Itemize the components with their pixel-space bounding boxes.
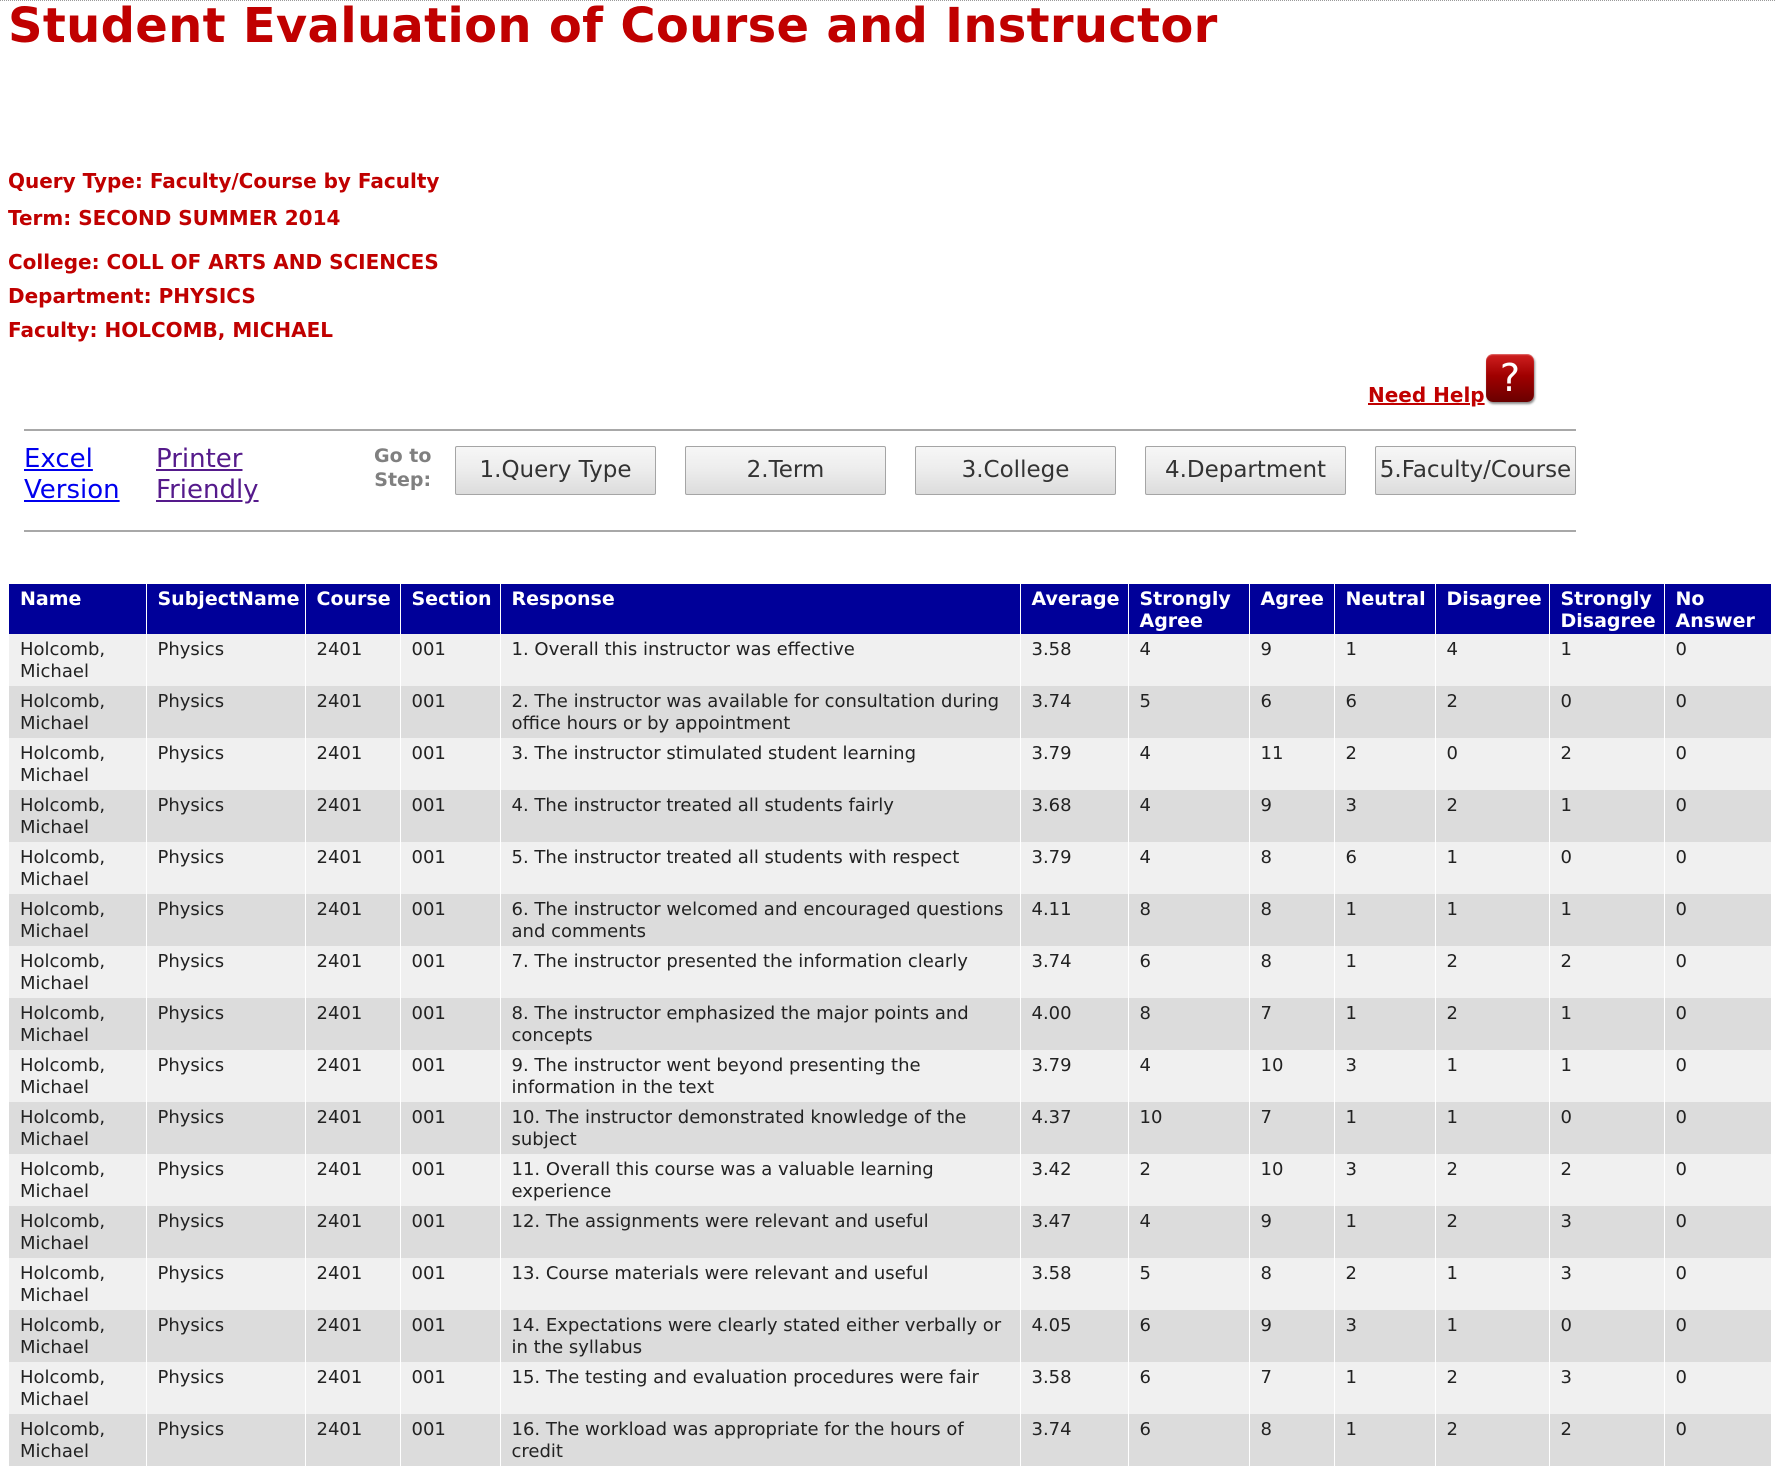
table-body xyxy=(9,634,1771,1466)
cell-strongly-agree: 4 xyxy=(1128,738,1249,790)
cell-section: 001 xyxy=(400,686,500,738)
cell-section: 001 xyxy=(400,634,500,686)
cell-average: 3.74 xyxy=(1020,946,1128,998)
cell-neutral: 1 xyxy=(1334,1414,1435,1466)
cell-average: 3.79 xyxy=(1020,1050,1128,1102)
cell-agree: 9 xyxy=(1249,790,1334,842)
cell-neutral: 1 xyxy=(1334,1362,1435,1414)
cell-subject-name: Physics xyxy=(146,1414,305,1466)
excel-link-line2: Version xyxy=(24,475,120,505)
cell-response: 4. The instructor treated all students fairly xyxy=(500,790,1020,842)
cell-subject-name: Physics xyxy=(146,634,305,686)
cell-agree: 10 xyxy=(1249,1050,1334,1102)
cell-no-answer: 0 xyxy=(1664,1310,1771,1362)
cell-disagree: 1 xyxy=(1435,1102,1549,1154)
cell-no-answer: 0 xyxy=(1664,1258,1771,1310)
cell-no-answer: 0 xyxy=(1664,998,1771,1050)
table-row xyxy=(9,842,1771,894)
table-row xyxy=(9,894,1771,946)
cell-name: Holcomb, Michael xyxy=(9,1206,146,1258)
cell-response: 12. The assignments were relevant and useful xyxy=(500,1206,1020,1258)
cell-response: 2. The instructor was available for consultation during office hours or by appointment xyxy=(500,686,1020,738)
cell-course: 2401 xyxy=(305,1050,400,1102)
step-college-button[interactable]: 3.College xyxy=(915,446,1116,495)
cell-strongly-disagree: 2 xyxy=(1549,1414,1664,1466)
cell-name: Holcomb, Michael xyxy=(9,1102,146,1154)
cell-name: Holcomb, Michael xyxy=(9,1362,146,1414)
term-label: Term: SECOND SUMMER 2014 xyxy=(8,206,341,230)
cell-name: Holcomb, Michael xyxy=(9,1050,146,1102)
cell-strongly-agree: 6 xyxy=(1128,1362,1249,1414)
cell-no-answer: 0 xyxy=(1664,790,1771,842)
cell-disagree: 1 xyxy=(1435,1310,1549,1362)
cell-no-answer: 0 xyxy=(1664,1414,1771,1466)
cell-section: 001 xyxy=(400,1310,500,1362)
table-row xyxy=(9,998,1771,1050)
cell-strongly-agree: 2 xyxy=(1128,1154,1249,1206)
cell-name: Holcomb, Michael xyxy=(9,634,146,686)
cell-no-answer: 0 xyxy=(1664,1102,1771,1154)
cell-agree: 7 xyxy=(1249,1362,1334,1414)
cell-agree: 9 xyxy=(1249,1310,1334,1362)
cell-neutral: 1 xyxy=(1334,1102,1435,1154)
cell-strongly-disagree: 0 xyxy=(1549,1310,1664,1362)
cell-agree: 7 xyxy=(1249,1102,1334,1154)
cell-neutral: 1 xyxy=(1334,946,1435,998)
department-label: Department: PHYSICS xyxy=(8,284,256,308)
cell-strongly-disagree: 1 xyxy=(1549,790,1664,842)
cell-subject-name: Physics xyxy=(146,1206,305,1258)
faculty-label: Faculty: HOLCOMB, MICHAEL xyxy=(8,318,334,342)
goto-step-label xyxy=(374,444,431,492)
cell-disagree: 4 xyxy=(1435,634,1549,686)
page-title: Student Evaluation of Course and Instructor xyxy=(8,0,1218,54)
cell-name: Holcomb, Michael xyxy=(9,1310,146,1362)
toolbar-bottom-divider xyxy=(24,530,1576,532)
cell-agree: 9 xyxy=(1249,634,1334,686)
cell-response: 7. The instructor presented the information clearly xyxy=(500,946,1020,998)
cell-name: Holcomb, Michael xyxy=(9,1414,146,1466)
table-header-row xyxy=(9,584,1771,634)
cell-course: 2401 xyxy=(305,1206,400,1258)
cell-course: 2401 xyxy=(305,738,400,790)
cell-no-answer: 0 xyxy=(1664,738,1771,790)
cell-name: Holcomb, Michael xyxy=(9,842,146,894)
col-header-no-answer: No Answer xyxy=(1664,584,1771,634)
cell-strongly-disagree: 3 xyxy=(1549,1206,1664,1258)
cell-course: 2401 xyxy=(305,1414,400,1466)
cell-strongly-disagree: 1 xyxy=(1549,634,1664,686)
cell-disagree: 2 xyxy=(1435,790,1549,842)
cell-strongly-agree: 4 xyxy=(1128,1050,1249,1102)
table-row xyxy=(9,1310,1771,1362)
cell-subject-name: Physics xyxy=(146,1102,305,1154)
cell-strongly-disagree: 2 xyxy=(1549,1154,1664,1206)
cell-no-answer: 0 xyxy=(1664,842,1771,894)
cell-average: 3.68 xyxy=(1020,790,1128,842)
evaluation-results-table xyxy=(9,584,1771,1466)
table-row xyxy=(9,1414,1771,1466)
cell-no-answer: 0 xyxy=(1664,1050,1771,1102)
step-query-type-button[interactable]: 1.Query Type xyxy=(455,446,656,495)
cell-agree: 8 xyxy=(1249,894,1334,946)
cell-no-answer: 0 xyxy=(1664,894,1771,946)
cell-strongly-agree: 4 xyxy=(1128,842,1249,894)
cell-average: 4.00 xyxy=(1020,998,1128,1050)
cell-course: 2401 xyxy=(305,1154,400,1206)
cell-strongly-disagree: 1 xyxy=(1549,1050,1664,1102)
cell-strongly-disagree: 2 xyxy=(1549,738,1664,790)
table-row xyxy=(9,1154,1771,1206)
step-faculty-course-button[interactable]: 5.Faculty/Course xyxy=(1375,446,1576,495)
cell-name: Holcomb, Michael xyxy=(9,1154,146,1206)
cell-average: 3.42 xyxy=(1020,1154,1128,1206)
cell-section: 001 xyxy=(400,1154,500,1206)
cell-neutral: 3 xyxy=(1334,1310,1435,1362)
cell-average: 3.74 xyxy=(1020,686,1128,738)
cell-disagree: 2 xyxy=(1435,686,1549,738)
cell-strongly-agree: 8 xyxy=(1128,894,1249,946)
cell-subject-name: Physics xyxy=(146,1050,305,1102)
query-type-label: Query Type: Faculty/Course by Faculty xyxy=(8,169,440,193)
cell-disagree: 1 xyxy=(1435,1258,1549,1310)
goto-label-line1: Go to xyxy=(374,445,432,467)
cell-average: 3.79 xyxy=(1020,842,1128,894)
cell-neutral: 2 xyxy=(1334,1258,1435,1310)
cell-course: 2401 xyxy=(305,998,400,1050)
cell-no-answer: 0 xyxy=(1664,1206,1771,1258)
cell-neutral: 3 xyxy=(1334,790,1435,842)
col-header-section: Section xyxy=(400,584,500,634)
cell-section: 001 xyxy=(400,738,500,790)
cell-name: Holcomb, Michael xyxy=(9,686,146,738)
cell-strongly-disagree: 0 xyxy=(1549,1102,1664,1154)
cell-strongly-agree: 6 xyxy=(1128,946,1249,998)
cell-strongly-disagree: 3 xyxy=(1549,1258,1664,1310)
cell-no-answer: 0 xyxy=(1664,686,1771,738)
cell-neutral: 1 xyxy=(1334,634,1435,686)
printer-link-line2: Friendly xyxy=(156,475,259,505)
table-row xyxy=(9,634,1771,686)
cell-subject-name: Physics xyxy=(146,1310,305,1362)
cell-subject-name: Physics xyxy=(146,1154,305,1206)
cell-disagree: 2 xyxy=(1435,1414,1549,1466)
cell-disagree: 2 xyxy=(1435,1206,1549,1258)
cell-agree: 8 xyxy=(1249,1258,1334,1310)
cell-subject-name: Physics xyxy=(146,738,305,790)
cell-neutral: 1 xyxy=(1334,998,1435,1050)
cell-subject-name: Physics xyxy=(146,946,305,998)
college-label: College: COLL OF ARTS AND SCIENCES xyxy=(8,250,439,274)
cell-strongly-agree: 4 xyxy=(1128,790,1249,842)
cell-neutral: 6 xyxy=(1334,686,1435,738)
printer-friendly-link[interactable] xyxy=(156,444,259,506)
cell-agree: 7 xyxy=(1249,998,1334,1050)
cell-response: 3. The instructor stimulated student learning xyxy=(500,738,1020,790)
cell-section: 001 xyxy=(400,1258,500,1310)
cell-name: Holcomb, Michael xyxy=(9,738,146,790)
cell-average: 4.05 xyxy=(1020,1310,1128,1362)
cell-response: 16. The workload was appropriate for the hours of credit xyxy=(500,1414,1020,1466)
cell-agree: 11 xyxy=(1249,738,1334,790)
cell-disagree: 2 xyxy=(1435,998,1549,1050)
cell-strongly-disagree: 2 xyxy=(1549,946,1664,998)
cell-strongly-agree: 6 xyxy=(1128,1310,1249,1362)
cell-disagree: 1 xyxy=(1435,1050,1549,1102)
cell-average: 3.58 xyxy=(1020,634,1128,686)
cell-response: 13. Course materials were relevant and useful xyxy=(500,1258,1020,1310)
cell-disagree: 1 xyxy=(1435,842,1549,894)
cell-disagree: 2 xyxy=(1435,946,1549,998)
cell-strongly-disagree: 0 xyxy=(1549,686,1664,738)
need-help-link[interactable]: Need Help xyxy=(1368,383,1485,407)
excel-version-link[interactable] xyxy=(24,444,120,506)
cell-section: 001 xyxy=(400,1050,500,1102)
cell-subject-name: Physics xyxy=(146,842,305,894)
cell-course: 2401 xyxy=(305,686,400,738)
cell-subject-name: Physics xyxy=(146,998,305,1050)
cell-response: 10. The instructor demonstrated knowledge of the subject xyxy=(500,1102,1020,1154)
table-row xyxy=(9,738,1771,790)
cell-agree: 8 xyxy=(1249,842,1334,894)
col-header-subject-name: SubjectName xyxy=(146,584,305,634)
cell-course: 2401 xyxy=(305,634,400,686)
cell-average: 3.74 xyxy=(1020,1414,1128,1466)
cell-section: 001 xyxy=(400,946,500,998)
col-header-agree: Agree xyxy=(1249,584,1334,634)
table-row xyxy=(9,1258,1771,1310)
col-header-average: Average xyxy=(1020,584,1128,634)
cell-strongly-agree: 4 xyxy=(1128,1206,1249,1258)
cell-subject-name: Physics xyxy=(146,894,305,946)
cell-disagree: 1 xyxy=(1435,894,1549,946)
cell-disagree: 0 xyxy=(1435,738,1549,790)
cell-strongly-agree: 4 xyxy=(1128,634,1249,686)
step-department-button[interactable]: 4.Department xyxy=(1145,446,1346,495)
cell-average: 3.79 xyxy=(1020,738,1128,790)
cell-neutral: 6 xyxy=(1334,842,1435,894)
cell-section: 001 xyxy=(400,1102,500,1154)
cell-no-answer: 0 xyxy=(1664,1362,1771,1414)
table-row xyxy=(9,1050,1771,1102)
cell-average: 4.11 xyxy=(1020,894,1128,946)
cell-strongly-disagree: 1 xyxy=(1549,998,1664,1050)
cell-agree: 8 xyxy=(1249,946,1334,998)
cell-no-answer: 0 xyxy=(1664,1154,1771,1206)
cell-strongly-agree: 8 xyxy=(1128,998,1249,1050)
cell-no-answer: 0 xyxy=(1664,634,1771,686)
toolbar-top-divider xyxy=(24,429,1576,431)
cell-strongly-agree: 6 xyxy=(1128,1414,1249,1466)
cell-average: 3.47 xyxy=(1020,1206,1128,1258)
cell-section: 001 xyxy=(400,790,500,842)
cell-section: 001 xyxy=(400,1362,500,1414)
table-row xyxy=(9,790,1771,842)
cell-agree: 8 xyxy=(1249,1414,1334,1466)
cell-response: 11. Overall this course was a valuable learning experience xyxy=(500,1154,1020,1206)
cell-course: 2401 xyxy=(305,1258,400,1310)
cell-response: 6. The instructor welcomed and encouraged questions and comments xyxy=(500,894,1020,946)
cell-average: 3.58 xyxy=(1020,1258,1128,1310)
col-header-response: Response xyxy=(500,584,1020,634)
table-row xyxy=(9,1102,1771,1154)
cell-neutral: 3 xyxy=(1334,1154,1435,1206)
cell-strongly-disagree: 3 xyxy=(1549,1362,1664,1414)
cell-agree: 9 xyxy=(1249,1206,1334,1258)
cell-course: 2401 xyxy=(305,894,400,946)
cell-section: 001 xyxy=(400,842,500,894)
cell-response: 14. Expectations were clearly stated either verbally or in the syllabus xyxy=(500,1310,1020,1362)
cell-course: 2401 xyxy=(305,946,400,998)
cell-response: 1. Overall this instructor was effective xyxy=(500,634,1020,686)
cell-disagree: 2 xyxy=(1435,1154,1549,1206)
cell-agree: 10 xyxy=(1249,1154,1334,1206)
cell-course: 2401 xyxy=(305,790,400,842)
cell-response: 15. The testing and evaluation procedures were fair xyxy=(500,1362,1020,1414)
col-header-strongly-agree: Strongly Agree xyxy=(1128,584,1249,634)
cell-subject-name: Physics xyxy=(146,1258,305,1310)
goto-label-line2: Step: xyxy=(374,469,432,491)
cell-section: 001 xyxy=(400,1414,500,1466)
cell-strongly-agree: 10 xyxy=(1128,1102,1249,1154)
cell-name: Holcomb, Michael xyxy=(9,998,146,1050)
table-row xyxy=(9,1362,1771,1414)
cell-response: 9. The instructor went beyond presenting the information in the text xyxy=(500,1050,1020,1102)
table-row xyxy=(9,1206,1771,1258)
cell-section: 001 xyxy=(400,894,500,946)
cell-subject-name: Physics xyxy=(146,1362,305,1414)
cell-course: 2401 xyxy=(305,1102,400,1154)
col-header-name: Name xyxy=(9,584,146,634)
col-header-strongly-disagree: Strongly Disagree xyxy=(1549,584,1664,634)
excel-link-line1: Excel xyxy=(24,444,93,474)
cell-neutral: 1 xyxy=(1334,1206,1435,1258)
col-header-neutral: Neutral xyxy=(1334,584,1435,634)
cell-course: 2401 xyxy=(305,842,400,894)
cell-average: 3.58 xyxy=(1020,1362,1128,1414)
cell-strongly-agree: 5 xyxy=(1128,1258,1249,1310)
cell-agree: 6 xyxy=(1249,686,1334,738)
cell-course: 2401 xyxy=(305,1362,400,1414)
table-row xyxy=(9,686,1771,738)
cell-no-answer: 0 xyxy=(1664,946,1771,998)
cell-response: 8. The instructor emphasized the major points and concepts xyxy=(500,998,1020,1050)
cell-disagree: 2 xyxy=(1435,1362,1549,1414)
printer-link-line1: Printer xyxy=(156,444,243,474)
cell-name: Holcomb, Michael xyxy=(9,1258,146,1310)
col-header-disagree: Disagree xyxy=(1435,584,1549,634)
cell-strongly-disagree: 0 xyxy=(1549,842,1664,894)
cell-subject-name: Physics xyxy=(146,790,305,842)
col-header-course: Course xyxy=(305,584,400,634)
cell-neutral: 3 xyxy=(1334,1050,1435,1102)
cell-neutral: 2 xyxy=(1334,738,1435,790)
help-question-icon[interactable]: ? xyxy=(1486,354,1534,402)
cell-name: Holcomb, Michael xyxy=(9,790,146,842)
cell-course: 2401 xyxy=(305,1310,400,1362)
cell-strongly-agree: 5 xyxy=(1128,686,1249,738)
cell-section: 001 xyxy=(400,1206,500,1258)
step-term-button[interactable]: 2.Term xyxy=(685,446,886,495)
cell-response: 5. The instructor treated all students with respect xyxy=(500,842,1020,894)
cell-name: Holcomb, Michael xyxy=(9,894,146,946)
cell-subject-name: Physics xyxy=(146,686,305,738)
cell-name: Holcomb, Michael xyxy=(9,946,146,998)
table-row xyxy=(9,946,1771,998)
cell-average: 4.37 xyxy=(1020,1102,1128,1154)
cell-strongly-disagree: 1 xyxy=(1549,894,1664,946)
cell-neutral: 1 xyxy=(1334,894,1435,946)
cell-section: 001 xyxy=(400,998,500,1050)
